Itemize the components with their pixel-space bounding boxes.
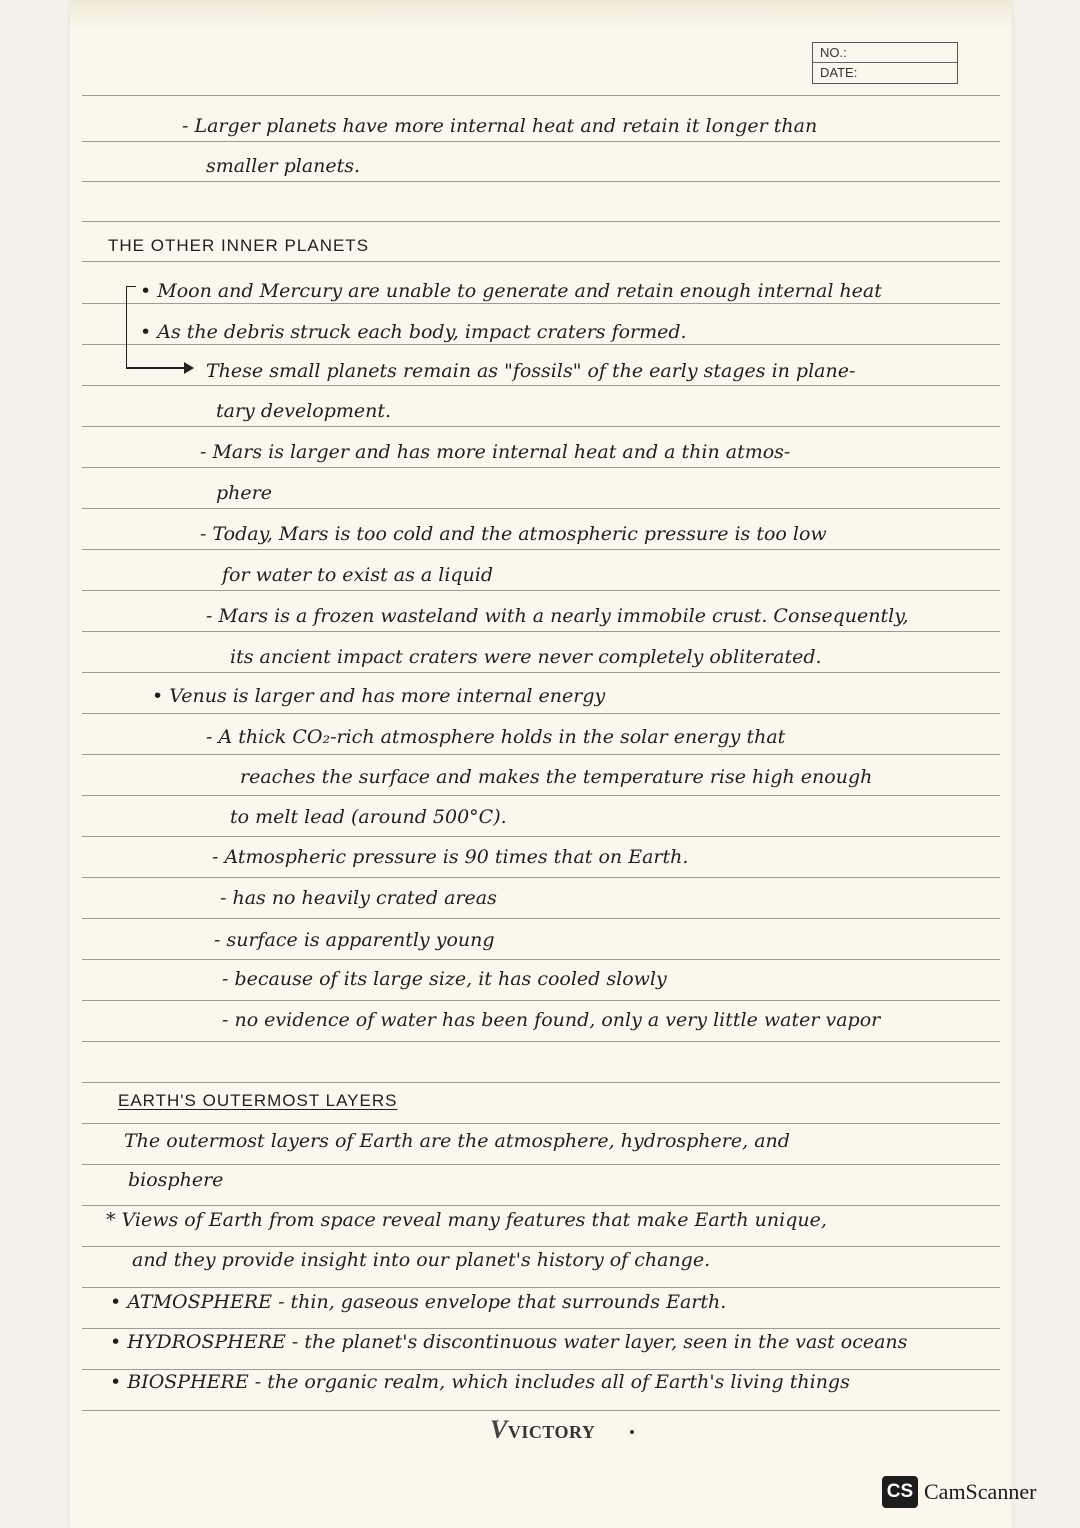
note-line: - A thick CO₂-rich atmosphere holds in the solar energy that xyxy=(206,726,786,748)
v-mark-icon: V xyxy=(490,1415,508,1444)
arrow-right-icon xyxy=(184,362,194,374)
note-line: phere xyxy=(216,482,272,504)
note-line: - Mars is a frozen wasteland with a nearly immobile crust. Consequently, xyxy=(206,605,909,627)
note-line: tary development. xyxy=(216,400,392,422)
note-line: • Venus is larger and has more internal energy xyxy=(152,685,606,707)
intro-line: smaller planets. xyxy=(206,155,361,177)
camscanner-watermark xyxy=(882,1476,1036,1508)
note-line: - has no heavily crated areas xyxy=(220,887,497,909)
no-date-box xyxy=(812,42,958,84)
note-line: - Mars is larger and has more internal heat and a thin atmos- xyxy=(200,441,791,463)
camscanner-logo-icon: CS xyxy=(882,1476,918,1508)
note-line: * Views of Earth from space reveal many features that make Earth unique, xyxy=(106,1209,827,1231)
brand-name: VICTORY xyxy=(507,1422,596,1442)
note-line: • BIOSPHERE - the organic realm, which includes all of Earth's living things xyxy=(110,1371,850,1393)
note-line: to melt lead (around 500°C). xyxy=(230,806,507,828)
note-line: - because of its large size, it has cooled slowly xyxy=(222,968,667,990)
note-line: - no evidence of water has been found, only a very little water vapor xyxy=(222,1009,881,1031)
section-heading-earth-layers: EARTH'S OUTERMOST LAYERS xyxy=(118,1091,398,1110)
no-label: NO.: xyxy=(813,43,957,63)
note-line: • HYDROSPHERE - the planet's discontinuous water layer, seen in the vast oceans xyxy=(110,1331,908,1353)
note-line: • As the debris struck each body, impact craters formed. xyxy=(140,321,687,343)
intro-line: - Larger planets have more internal heat and retain it longer than xyxy=(182,115,818,137)
note-line: - surface is apparently young xyxy=(214,929,495,951)
camscanner-label: CamScanner xyxy=(924,1479,1037,1504)
notebook-brand-logo xyxy=(490,1415,595,1445)
note-line: and they provide insight into our planet's history of change. xyxy=(132,1249,711,1271)
note-line: for water to exist as a liquid xyxy=(222,564,494,586)
note-line: • ATMOSPHERE - thin, gaseous envelope that surrounds Earth. xyxy=(110,1291,727,1313)
note-line: The outermost layers of Earth are the atmosphere, hydrosphere, and xyxy=(124,1130,790,1152)
note-line: - Atmospheric pressure is 90 times that on Earth. xyxy=(212,846,689,868)
note-line: its ancient impact craters were never completely obliterated. xyxy=(230,646,822,668)
note-line: biosphere xyxy=(128,1169,224,1191)
page-dot xyxy=(630,1430,634,1434)
arrow-line xyxy=(126,367,186,369)
note-line: reaches the surface and makes the temperature rise high enough xyxy=(240,766,873,788)
section-heading-inner-planets: THE OTHER INNER PLANETS xyxy=(108,236,370,255)
note-line: These small planets remain as "fossils" of the early stages in plane- xyxy=(206,360,856,382)
note-line: • Moon and Mercury are unable to generate and retain enough internal heat xyxy=(140,280,882,302)
bracket-mark xyxy=(126,286,136,368)
date-label: DATE: xyxy=(820,65,858,80)
page-top-shade xyxy=(70,0,1012,30)
note-line: - Today, Mars is too cold and the atmospheric pressure is too low xyxy=(200,523,827,545)
